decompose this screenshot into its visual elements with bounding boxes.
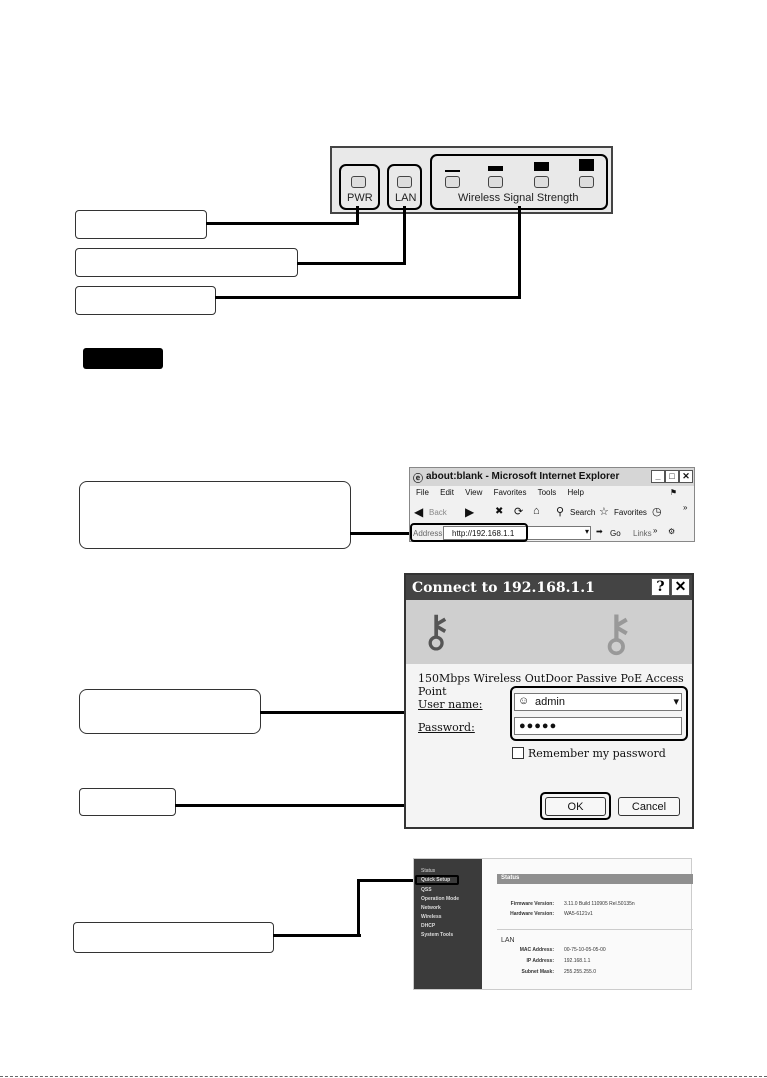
sidebar-item-operation-mode[interactable]: Operation Mode: [421, 896, 460, 902]
links-label[interactable]: Links: [633, 529, 652, 538]
pwr-connector-v: [356, 206, 359, 225]
lan-connector-h: [297, 262, 406, 265]
more-chevron-icon[interactable]: »: [683, 503, 688, 512]
sidebar-item-dhcp[interactable]: DHCP: [421, 923, 436, 929]
sidebar-item-qss[interactable]: QSS: [421, 887, 432, 893]
history-icon[interactable]: ◷: [652, 506, 662, 518]
toolbar: [410, 502, 694, 524]
user-icon: ☺: [518, 695, 530, 707]
browser-title-bar: [410, 468, 694, 486]
address-connector: [350, 532, 410, 535]
pwr-connector-h: [206, 222, 359, 225]
firmware-label: Firmware Version:: [510, 901, 554, 907]
sidebar-item-network[interactable]: Network: [421, 905, 441, 911]
go-button[interactable]: Go: [610, 529, 621, 538]
router-status-page: [413, 858, 692, 990]
ip-label: IP Address:: [526, 958, 554, 964]
maximize-button[interactable]: □: [665, 470, 679, 483]
cancel-button[interactable]: Cancel: [618, 797, 680, 816]
section-divider: [497, 929, 693, 930]
sidebar-item-wireless[interactable]: Wireless: [421, 914, 442, 920]
hardware-value: WA5-6121v1: [564, 911, 593, 917]
ip-value: 192.168.1.1: [564, 958, 591, 964]
firmware-value: 3.11.0 Build 110905 Rel.50135n: [564, 901, 635, 907]
address-label: Address: [413, 529, 443, 538]
signal-bar-3: [534, 162, 549, 171]
signal-led-3: [534, 176, 549, 188]
dialog-title-bar: [406, 575, 692, 600]
mac-value: 00-75-10-05-05-00: [564, 947, 606, 953]
credentials-callout: [79, 689, 261, 734]
status-main: [486, 859, 693, 989]
signal-led-2: [488, 176, 503, 188]
quick-setup-connector-h2: [357, 879, 415, 882]
username-field[interactable]: ☺ admin ▾: [514, 693, 682, 711]
home-icon[interactable]: ⌂: [533, 505, 540, 517]
username-dropdown-icon[interactable]: ▾: [673, 696, 679, 708]
menu-bar: [410, 488, 694, 502]
favorites-button[interactable]: Favorites: [614, 508, 647, 517]
status-heading: Status: [497, 874, 693, 884]
keys-watermark-icon: ⚷: [598, 605, 635, 661]
signal-connector-h: [215, 296, 521, 299]
menu-help[interactable]: Help: [567, 488, 584, 497]
username-label: User name:: [418, 698, 483, 711]
signal-bar-4: [579, 159, 594, 171]
signal-bar-2: [488, 166, 503, 171]
back-label[interactable]: Back: [429, 508, 447, 517]
quick-setup-connector-v: [357, 879, 360, 937]
browser-title: about:blank - Microsoft Internet Explorer: [426, 471, 620, 482]
search-button[interactable]: Search: [570, 508, 596, 517]
stop-icon[interactable]: ✖: [495, 506, 504, 517]
menu-file[interactable]: File: [416, 488, 429, 497]
subnet-label: Subnet Mask:: [521, 969, 554, 975]
search-icon[interactable]: ⚲: [556, 506, 565, 518]
lan-connector-v: [403, 206, 406, 265]
sidebar-item-system-tools[interactable]: System Tools: [421, 932, 454, 938]
menu-view[interactable]: View: [465, 488, 483, 497]
dialog-title: Connect to 192.168.1.1: [412, 580, 595, 596]
signal-label: Wireless Signal Strength: [458, 192, 579, 204]
hardware-label: Hardware Version:: [510, 911, 554, 917]
browser-window: [409, 467, 695, 542]
pwr-callout: [75, 210, 207, 239]
windows-logo-icon: ⚑: [669, 488, 677, 497]
back-icon[interactable]: ◀: [414, 505, 424, 519]
page-bottom-rule: [0, 1076, 767, 1077]
ok-button[interactable]: OK: [545, 797, 606, 816]
go-icon[interactable]: ➡: [596, 527, 603, 536]
mac-label: MAC Address:: [519, 947, 554, 953]
menu-edit[interactable]: Edit: [440, 488, 454, 497]
remember-checkbox[interactable]: [512, 747, 524, 759]
ie-icon: ⓔ: [413, 474, 423, 485]
pwr-label: PWR: [347, 192, 373, 204]
minimize-button[interactable]: _: [651, 470, 665, 483]
tools-icon[interactable]: ⚙: [668, 527, 676, 536]
password-field[interactable]: ●●●●●: [514, 717, 682, 735]
address-callout: [79, 481, 351, 549]
led-panel: [330, 146, 613, 214]
remember-label[interactable]: Remember my password: [528, 747, 666, 760]
lan-heading: LAN: [501, 937, 515, 944]
quick-setup-connector-h1: [273, 934, 361, 937]
lan-label: LAN: [395, 192, 417, 204]
menu-tools[interactable]: Tools: [537, 488, 557, 497]
menu-favorites[interactable]: Favorites: [493, 488, 527, 497]
signal-bar-1: [445, 170, 460, 172]
status-sidebar: [414, 859, 482, 989]
close-button[interactable]: ✕: [679, 470, 693, 483]
lan-led: [397, 176, 412, 188]
quick-setup-callout: [73, 922, 274, 953]
product-name: 150Mbps Wireless OutDoor Passive PoE Access Point: [418, 672, 684, 698]
ok-callout: [79, 788, 176, 816]
signal-led-4: [579, 176, 594, 188]
sidebar-item-quick-setup[interactable]: Quick Setup: [421, 877, 451, 883]
links-chevron-icon[interactable]: »: [653, 526, 658, 535]
address-input[interactable]: http://192.168.1.1 ▾: [443, 526, 591, 540]
signal-callout: [75, 286, 216, 315]
dialog-banner: [406, 600, 692, 664]
refresh-icon[interactable]: ⟳: [514, 506, 524, 518]
keys-icon: ⚷: [420, 607, 453, 656]
quick-setup-highlight: [415, 875, 459, 885]
lan-callout: [75, 248, 298, 277]
pwr-led: [351, 176, 366, 188]
signal-connector-v: [518, 206, 521, 299]
address-highlight: [410, 523, 528, 542]
password-label: Password:: [418, 721, 475, 734]
subnet-value: 255.255.255.0: [564, 969, 596, 975]
help-button[interactable]: ?: [651, 578, 670, 596]
favorites-icon[interactable]: ☆: [599, 506, 609, 518]
forward-icon[interactable]: ▶: [465, 505, 475, 519]
dropdown-arrow-icon[interactable]: ▾: [584, 527, 589, 536]
sidebar-item-status[interactable]: Status: [421, 868, 436, 874]
login-dialog: [404, 573, 694, 829]
note-badge: [83, 348, 163, 369]
dialog-close-button[interactable]: ✕: [671, 578, 690, 596]
signal-led-1: [445, 176, 460, 188]
